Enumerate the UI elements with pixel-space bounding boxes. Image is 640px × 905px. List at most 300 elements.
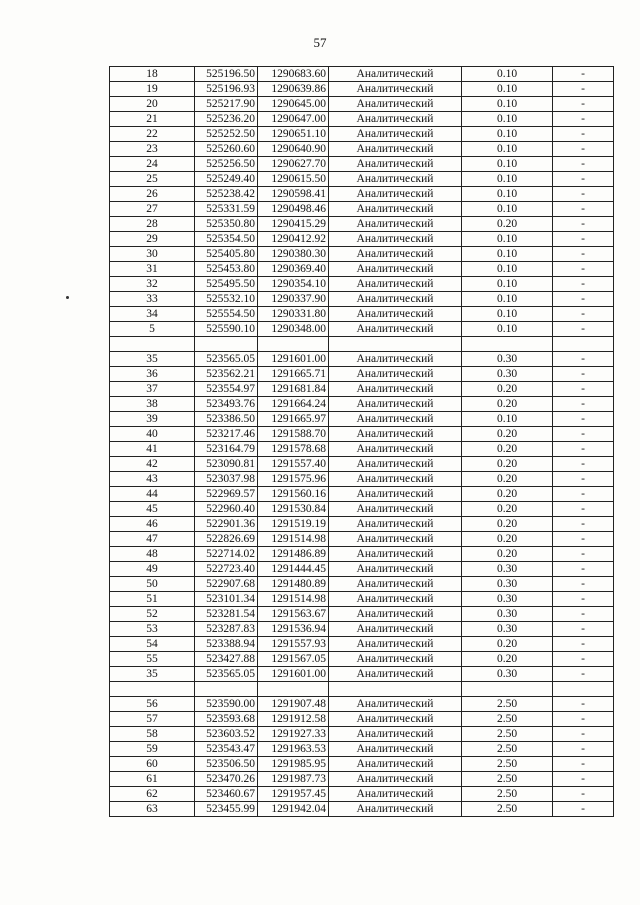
method-cell: Аналитический [329, 442, 462, 457]
x-coordinate-cell: 525453.80 [195, 262, 258, 277]
note-cell: - [553, 757, 614, 772]
x-coordinate-cell: 523386.50 [195, 412, 258, 427]
point-number-cell: 42 [110, 457, 195, 472]
note-cell: - [553, 397, 614, 412]
table-row [110, 127, 614, 142]
table-row [110, 532, 614, 547]
point-number-cell: 22 [110, 127, 195, 142]
table-row [110, 607, 614, 622]
y-coordinate-cell: 1291942.04 [258, 802, 329, 817]
separator-row [110, 337, 614, 352]
accuracy-cell: 0.10 [462, 82, 553, 97]
accuracy-cell: 2.50 [462, 712, 553, 727]
accuracy-cell: 0.10 [462, 412, 553, 427]
y-coordinate-cell: 1291536.94 [258, 622, 329, 637]
method-cell: Аналитический [329, 367, 462, 382]
method-cell: Аналитический [329, 97, 462, 112]
table-row [110, 67, 614, 82]
table-row [110, 157, 614, 172]
method-cell: Аналитический [329, 187, 462, 202]
point-number-cell: 55 [110, 652, 195, 667]
note-cell: - [553, 112, 614, 127]
x-coordinate-cell: 525354.50 [195, 232, 258, 247]
x-coordinate-cell: 522907.68 [195, 577, 258, 592]
x-coordinate-cell: 525350.80 [195, 217, 258, 232]
point-number-cell: 32 [110, 277, 195, 292]
x-coordinate-cell: 525532.10 [195, 292, 258, 307]
point-number-cell: 30 [110, 247, 195, 262]
method-cell: Аналитический [329, 607, 462, 622]
x-coordinate-cell: 523506.50 [195, 757, 258, 772]
accuracy-cell: 0.20 [462, 427, 553, 442]
table-row [110, 397, 614, 412]
empty-cell [553, 337, 614, 352]
accuracy-cell: 0.10 [462, 187, 553, 202]
x-coordinate-cell: 523460.67 [195, 787, 258, 802]
note-cell: - [553, 517, 614, 532]
accuracy-cell: 0.10 [462, 277, 553, 292]
method-cell: Аналитический [329, 802, 462, 817]
method-cell: Аналитический [329, 172, 462, 187]
coordinates-table [109, 66, 614, 817]
note-cell: - [553, 277, 614, 292]
table-row [110, 82, 614, 97]
accuracy-cell: 0.20 [462, 637, 553, 652]
y-coordinate-cell: 1290498.46 [258, 202, 329, 217]
point-number-cell: 46 [110, 517, 195, 532]
accuracy-cell: 0.20 [462, 457, 553, 472]
note-cell: - [553, 442, 614, 457]
accuracy-cell: 0.20 [462, 502, 553, 517]
table-row [110, 667, 614, 682]
separator-row [110, 682, 614, 697]
accuracy-cell: 2.50 [462, 772, 553, 787]
table-row [110, 442, 614, 457]
x-coordinate-cell: 522901.36 [195, 517, 258, 532]
table-row [110, 202, 614, 217]
note-cell: - [553, 607, 614, 622]
table-row [110, 97, 614, 112]
x-coordinate-cell: 525554.50 [195, 307, 258, 322]
method-cell: Аналитический [329, 577, 462, 592]
y-coordinate-cell: 1290415.29 [258, 217, 329, 232]
note-cell: - [553, 487, 614, 502]
x-coordinate-cell: 522969.57 [195, 487, 258, 502]
accuracy-cell: 0.10 [462, 262, 553, 277]
table-row [110, 382, 614, 397]
y-coordinate-cell: 1290337.90 [258, 292, 329, 307]
point-number-cell: 57 [110, 712, 195, 727]
y-coordinate-cell: 1291557.93 [258, 637, 329, 652]
table-row [110, 802, 614, 817]
accuracy-cell: 2.50 [462, 787, 553, 802]
note-cell: - [553, 592, 614, 607]
note-cell: - [553, 457, 614, 472]
x-coordinate-cell: 525236.20 [195, 112, 258, 127]
y-coordinate-cell: 1290615.50 [258, 172, 329, 187]
table-row [110, 292, 614, 307]
empty-cell [110, 337, 195, 352]
method-cell: Аналитический [329, 232, 462, 247]
empty-cell [258, 337, 329, 352]
method-cell: Аналитический [329, 712, 462, 727]
accuracy-cell: 0.10 [462, 157, 553, 172]
x-coordinate-cell: 525405.80 [195, 247, 258, 262]
point-number-cell: 31 [110, 262, 195, 277]
note-cell: - [553, 172, 614, 187]
point-number-cell: 59 [110, 742, 195, 757]
accuracy-cell: 0.30 [462, 367, 553, 382]
x-coordinate-cell: 523562.21 [195, 367, 258, 382]
table-row [110, 637, 614, 652]
accuracy-cell: 0.30 [462, 562, 553, 577]
method-cell: Аналитический [329, 157, 462, 172]
x-coordinate-cell: 522826.69 [195, 532, 258, 547]
x-coordinate-cell: 522960.40 [195, 502, 258, 517]
method-cell: Аналитический [329, 322, 462, 337]
accuracy-cell: 0.10 [462, 112, 553, 127]
y-coordinate-cell: 1291588.70 [258, 427, 329, 442]
method-cell: Аналитический [329, 352, 462, 367]
y-coordinate-cell: 1290683.60 [258, 67, 329, 82]
point-number-cell: 60 [110, 757, 195, 772]
method-cell: Аналитический [329, 142, 462, 157]
note-cell: - [553, 712, 614, 727]
point-number-cell: 38 [110, 397, 195, 412]
note-cell: - [553, 187, 614, 202]
accuracy-cell: 2.50 [462, 727, 553, 742]
point-number-cell: 62 [110, 787, 195, 802]
table-row [110, 187, 614, 202]
accuracy-cell: 0.30 [462, 607, 553, 622]
x-coordinate-cell: 523565.05 [195, 667, 258, 682]
method-cell: Аналитический [329, 727, 462, 742]
accuracy-cell: 0.10 [462, 247, 553, 262]
table-row [110, 472, 614, 487]
note-cell: - [553, 577, 614, 592]
x-coordinate-cell: 523455.99 [195, 802, 258, 817]
point-number-cell: 36 [110, 367, 195, 382]
table-row [110, 412, 614, 427]
point-number-cell: 21 [110, 112, 195, 127]
method-cell: Аналитический [329, 397, 462, 412]
table-row [110, 787, 614, 802]
note-cell: - [553, 127, 614, 142]
note-cell: - [553, 427, 614, 442]
note-cell: - [553, 532, 614, 547]
note-cell: - [553, 652, 614, 667]
table-row [110, 262, 614, 277]
y-coordinate-cell: 1290627.70 [258, 157, 329, 172]
x-coordinate-cell: 525217.90 [195, 97, 258, 112]
method-cell: Аналитический [329, 637, 462, 652]
accuracy-cell: 0.10 [462, 172, 553, 187]
table-row [110, 277, 614, 292]
table-row [110, 727, 614, 742]
y-coordinate-cell: 1291557.40 [258, 457, 329, 472]
y-coordinate-cell: 1290639.86 [258, 82, 329, 97]
x-coordinate-cell: 523388.94 [195, 637, 258, 652]
x-coordinate-cell: 525249.40 [195, 172, 258, 187]
point-number-cell: 37 [110, 382, 195, 397]
point-number-cell: 40 [110, 427, 195, 442]
point-number-cell: 54 [110, 637, 195, 652]
note-cell: - [553, 367, 614, 382]
note-cell: - [553, 157, 614, 172]
method-cell: Аналитический [329, 772, 462, 787]
method-cell: Аналитический [329, 592, 462, 607]
y-coordinate-cell: 1290348.00 [258, 322, 329, 337]
point-number-cell: 50 [110, 577, 195, 592]
point-number-cell: 20 [110, 97, 195, 112]
empty-cell [553, 682, 614, 697]
point-number-cell: 43 [110, 472, 195, 487]
table-row [110, 352, 614, 367]
note-cell: - [553, 742, 614, 757]
table-row [110, 367, 614, 382]
table-row [110, 742, 614, 757]
note-cell: - [553, 727, 614, 742]
y-coordinate-cell: 1290640.90 [258, 142, 329, 157]
accuracy-cell: 0.30 [462, 577, 553, 592]
y-coordinate-cell: 1290354.10 [258, 277, 329, 292]
method-cell: Аналитический [329, 427, 462, 442]
accuracy-cell: 2.50 [462, 802, 553, 817]
point-number-cell: 52 [110, 607, 195, 622]
accuracy-cell: 0.20 [462, 217, 553, 232]
y-coordinate-cell: 1291486.89 [258, 547, 329, 562]
x-coordinate-cell: 523164.79 [195, 442, 258, 457]
method-cell: Аналитический [329, 532, 462, 547]
method-cell: Аналитический [329, 217, 462, 232]
y-coordinate-cell: 1291578.68 [258, 442, 329, 457]
method-cell: Аналитический [329, 652, 462, 667]
empty-cell [110, 682, 195, 697]
method-cell: Аналитический [329, 112, 462, 127]
accuracy-cell: 0.10 [462, 307, 553, 322]
table-row [110, 517, 614, 532]
point-number-cell: 29 [110, 232, 195, 247]
y-coordinate-cell: 1291601.00 [258, 667, 329, 682]
accuracy-cell: 0.20 [462, 442, 553, 457]
method-cell: Аналитический [329, 307, 462, 322]
x-coordinate-cell: 523470.26 [195, 772, 258, 787]
table-row [110, 427, 614, 442]
method-cell: Аналитический [329, 127, 462, 142]
method-cell: Аналитический [329, 502, 462, 517]
y-coordinate-cell: 1291665.97 [258, 412, 329, 427]
note-cell: - [553, 697, 614, 712]
method-cell: Аналитический [329, 787, 462, 802]
accuracy-cell: 0.20 [462, 517, 553, 532]
x-coordinate-cell: 525260.60 [195, 142, 258, 157]
accuracy-cell: 0.10 [462, 322, 553, 337]
point-number-cell: 45 [110, 502, 195, 517]
point-number-cell: 23 [110, 142, 195, 157]
x-coordinate-cell: 523287.83 [195, 622, 258, 637]
note-cell: - [553, 502, 614, 517]
point-number-cell: 58 [110, 727, 195, 742]
y-coordinate-cell: 1290647.00 [258, 112, 329, 127]
table-row [110, 562, 614, 577]
point-number-cell: 51 [110, 592, 195, 607]
note-cell: - [553, 202, 614, 217]
point-number-cell: 35 [110, 667, 195, 682]
point-number-cell: 49 [110, 562, 195, 577]
method-cell: Аналитический [329, 457, 462, 472]
x-coordinate-cell: 523554.97 [195, 382, 258, 397]
point-number-cell: 24 [110, 157, 195, 172]
table-row [110, 547, 614, 562]
note-cell: - [553, 547, 614, 562]
empty-cell [462, 337, 553, 352]
y-coordinate-cell: 1291912.58 [258, 712, 329, 727]
table-row [110, 697, 614, 712]
y-coordinate-cell: 1291519.19 [258, 517, 329, 532]
method-cell: Аналитический [329, 277, 462, 292]
method-cell: Аналитический [329, 262, 462, 277]
table-row [110, 232, 614, 247]
accuracy-cell: 0.20 [462, 397, 553, 412]
x-coordinate-cell: 522714.02 [195, 547, 258, 562]
x-coordinate-cell: 525331.59 [195, 202, 258, 217]
page-number: 57 [313, 35, 327, 50]
point-number-cell: 48 [110, 547, 195, 562]
y-coordinate-cell: 1291480.89 [258, 577, 329, 592]
y-coordinate-cell: 1290651.10 [258, 127, 329, 142]
method-cell: Аналитический [329, 517, 462, 532]
x-coordinate-cell: 522723.40 [195, 562, 258, 577]
accuracy-cell: 0.30 [462, 352, 553, 367]
note-cell: - [553, 772, 614, 787]
note-cell: - [553, 562, 614, 577]
method-cell: Аналитический [329, 757, 462, 772]
point-number-cell: 47 [110, 532, 195, 547]
point-number-cell: 63 [110, 802, 195, 817]
table-row [110, 487, 614, 502]
y-coordinate-cell: 1290412.92 [258, 232, 329, 247]
y-coordinate-cell: 1291530.84 [258, 502, 329, 517]
x-coordinate-cell: 525256.50 [195, 157, 258, 172]
note-cell: - [553, 142, 614, 157]
x-coordinate-cell: 523037.98 [195, 472, 258, 487]
x-coordinate-cell: 523590.00 [195, 697, 258, 712]
x-coordinate-cell: 525196.93 [195, 82, 258, 97]
point-number-cell: 61 [110, 772, 195, 787]
note-cell: - [553, 667, 614, 682]
point-number-cell: 18 [110, 67, 195, 82]
y-coordinate-cell: 1291681.84 [258, 382, 329, 397]
accuracy-cell: 0.20 [462, 382, 553, 397]
note-cell: - [553, 82, 614, 97]
x-coordinate-cell: 523565.05 [195, 352, 258, 367]
y-coordinate-cell: 1291927.33 [258, 727, 329, 742]
note-cell: - [553, 262, 614, 277]
method-cell: Аналитический [329, 622, 462, 637]
empty-cell [195, 337, 258, 352]
x-coordinate-cell: 523493.76 [195, 397, 258, 412]
y-coordinate-cell: 1290331.80 [258, 307, 329, 322]
y-coordinate-cell: 1291567.05 [258, 652, 329, 667]
table-row [110, 217, 614, 232]
method-cell: Аналитический [329, 472, 462, 487]
table-row [110, 757, 614, 772]
y-coordinate-cell: 1290380.30 [258, 247, 329, 262]
table-row [110, 322, 614, 337]
accuracy-cell: 0.30 [462, 667, 553, 682]
table-row [110, 457, 614, 472]
x-coordinate-cell: 523593.68 [195, 712, 258, 727]
note-cell: - [553, 67, 614, 82]
empty-cell [258, 682, 329, 697]
accuracy-cell: 0.10 [462, 292, 553, 307]
accuracy-cell: 0.10 [462, 142, 553, 157]
method-cell: Аналитический [329, 82, 462, 97]
table-row [110, 502, 614, 517]
point-number-cell: 25 [110, 172, 195, 187]
method-cell: Аналитический [329, 382, 462, 397]
method-cell: Аналитический [329, 247, 462, 262]
x-coordinate-cell: 523427.88 [195, 652, 258, 667]
empty-cell [462, 682, 553, 697]
empty-cell [329, 682, 462, 697]
point-number-cell: 28 [110, 217, 195, 232]
x-coordinate-cell: 523090.81 [195, 457, 258, 472]
accuracy-cell: 0.30 [462, 592, 553, 607]
x-coordinate-cell: 523217.46 [195, 427, 258, 442]
coordinates-table-body [110, 67, 614, 817]
note-cell: - [553, 352, 614, 367]
note-cell: - [553, 247, 614, 262]
x-coordinate-cell: 525252.50 [195, 127, 258, 142]
method-cell: Аналитический [329, 667, 462, 682]
note-cell: - [553, 232, 614, 247]
note-cell: - [553, 787, 614, 802]
x-coordinate-cell: 523101.34 [195, 592, 258, 607]
note-cell: - [553, 412, 614, 427]
y-coordinate-cell: 1291563.67 [258, 607, 329, 622]
table-row [110, 577, 614, 592]
accuracy-cell: 0.30 [462, 622, 553, 637]
x-coordinate-cell: 525238.42 [195, 187, 258, 202]
point-number-cell: 34 [110, 307, 195, 322]
note-cell: - [553, 622, 614, 637]
x-coordinate-cell: 525495.50 [195, 277, 258, 292]
accuracy-cell: 2.50 [462, 757, 553, 772]
point-number-cell: 19 [110, 82, 195, 97]
y-coordinate-cell: 1291957.45 [258, 787, 329, 802]
table-row [110, 712, 614, 727]
table-row [110, 307, 614, 322]
y-coordinate-cell: 1291601.00 [258, 352, 329, 367]
table-row [110, 112, 614, 127]
x-coordinate-cell: 525590.10 [195, 322, 258, 337]
x-coordinate-cell: 523603.52 [195, 727, 258, 742]
note-cell: - [553, 382, 614, 397]
table-row [110, 172, 614, 187]
method-cell: Аналитический [329, 67, 462, 82]
table-row [110, 592, 614, 607]
y-coordinate-cell: 1291985.95 [258, 757, 329, 772]
x-coordinate-cell: 523543.47 [195, 742, 258, 757]
note-cell: - [553, 322, 614, 337]
accuracy-cell: 0.10 [462, 232, 553, 247]
y-coordinate-cell: 1291575.96 [258, 472, 329, 487]
note-cell: - [553, 217, 614, 232]
y-coordinate-cell: 1291560.16 [258, 487, 329, 502]
accuracy-cell: 0.20 [462, 487, 553, 502]
accuracy-cell: 0.10 [462, 127, 553, 142]
